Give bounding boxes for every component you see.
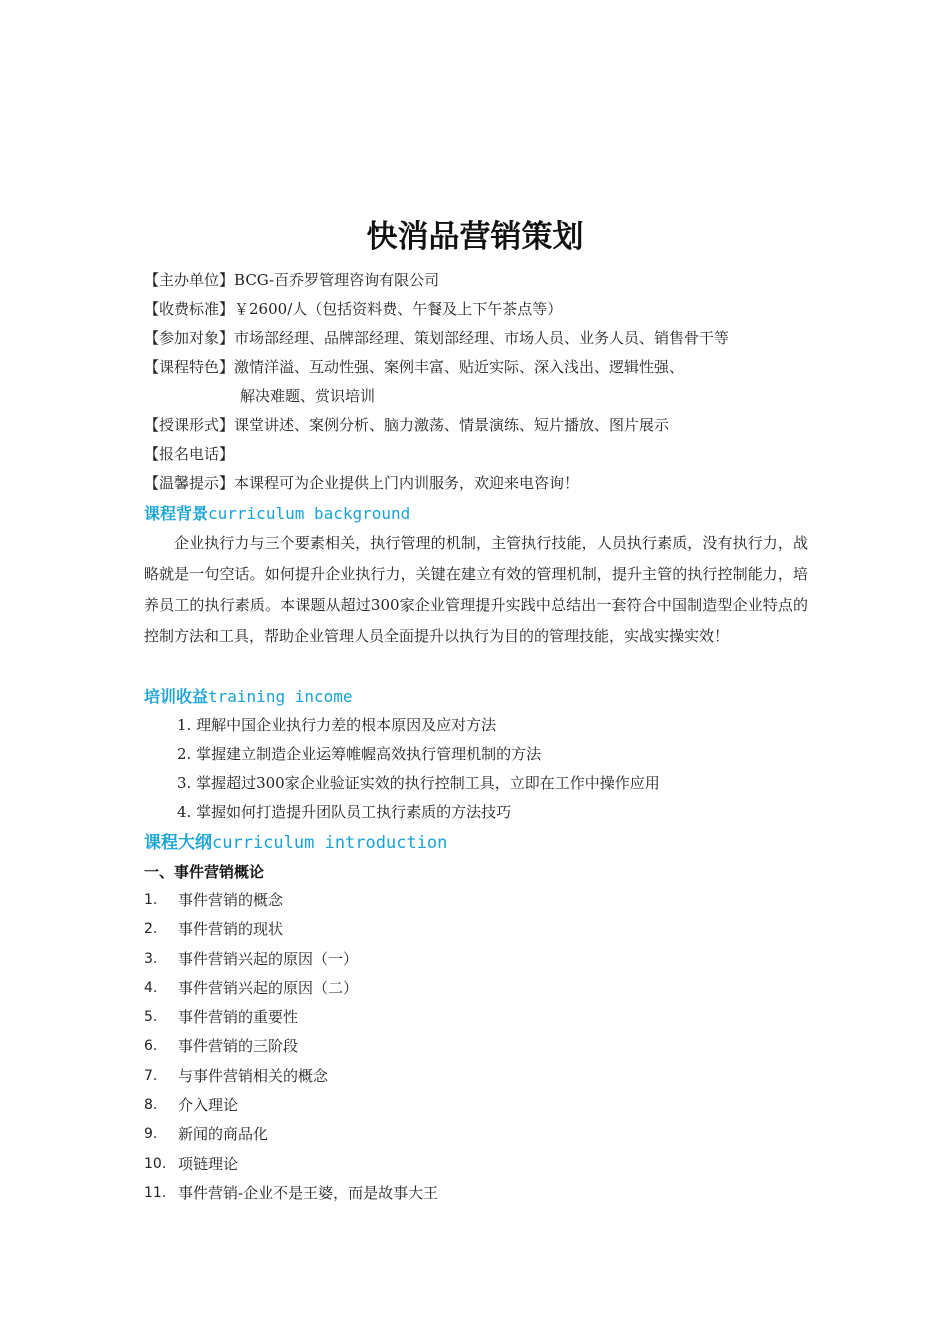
- info-value: 激情洋溢、互动性强、案例丰富、贴近实际、深入浅出、逻辑性强、: [234, 358, 685, 376]
- document-title: 快消品营销策划: [366, 219, 584, 255]
- info-value: 课堂讲述、案例分析、脑力激荡、情景演练、短片播放、图片展示: [234, 416, 670, 434]
- heading-en: curriculum background: [208, 504, 411, 523]
- item-number: 11.: [144, 1184, 167, 1201]
- list-item: [144, 915, 784, 944]
- item-number: 6.: [144, 1038, 158, 1055]
- heading-en: curriculum introduction: [212, 833, 448, 853]
- info-row-features: [144, 353, 824, 382]
- item-number: 2.: [144, 921, 158, 938]
- item-text: 事件营销的现状: [178, 920, 284, 939]
- list-item: 2. 掌握建立制造企业运筹帷幄高效执行管理机制的方法: [177, 745, 542, 763]
- item-text: 与事件营销相关的概念: [178, 1066, 329, 1085]
- list-item: [144, 1062, 784, 1091]
- info-row-format: [144, 411, 824, 440]
- item-number: 1.: [144, 892, 158, 908]
- info-row-audience: [144, 324, 824, 353]
- info-label: 【课程特色】: [144, 358, 235, 376]
- item-text: 事件营销的重要性: [178, 1008, 299, 1027]
- info-value: 本课程可为企业提供上门内训服务，欢迎来电咨询！: [234, 474, 580, 492]
- list-item: [144, 974, 784, 1003]
- list-item: [144, 1179, 784, 1208]
- item-number: 9.: [144, 1126, 158, 1143]
- heading-en: training income: [208, 687, 353, 706]
- item-text: 事件营销-企业不是王婆，而是故事大王: [178, 1183, 439, 1202]
- heading-cn: 课程大纲: [144, 833, 212, 853]
- info-value: 解决难题、赏识培训: [240, 387, 376, 405]
- list-item: 3. 掌握超过300家企业验证实效的执行控制工具，立即在工作中操作应用: [177, 774, 660, 792]
- section-heading-outline: [144, 829, 447, 857]
- info-label: 【授课形式】: [144, 416, 235, 434]
- list-item: [144, 1091, 784, 1120]
- item-text: 事件营销的三阶段: [178, 1037, 299, 1056]
- course-info: [144, 266, 824, 498]
- benefits-list: [177, 711, 817, 827]
- info-label: 【主办单位】: [144, 271, 235, 289]
- item-text: 事件营销的概念: [178, 891, 284, 909]
- list-item: 1. 理解中国企业执行力差的根本原因及应对方法: [177, 716, 497, 734]
- list-item: 4. 掌握如何打造提升团队员工执行素质的方法技巧: [177, 803, 512, 821]
- info-row-tip: [144, 469, 824, 498]
- item-text: 事件营销兴起的原因（二）: [178, 978, 359, 997]
- background-paragraph: 企业执行力与三个要素相关，执行管理的机制，主管执行技能，人员执行素质，没有执行力，战略就是一句空话。如何提升企业执行力，关键在建立有效的管理机制，提升主管的执行控制能力，培养员工的执行素质。本课题从超过300家企业管理提升实践中总结出一套符合中国制造型企业特点的控制方法和工具，帮助企业管理人员全面提升以执行为目的的管理技能，实战实操实效！: [144, 534, 808, 645]
- outline-section-title: 一、事件营销概论: [144, 863, 265, 881]
- heading-cn: 培训收益: [144, 687, 209, 706]
- list-item: [144, 1120, 784, 1149]
- info-label: 【报名电话】: [144, 445, 235, 463]
- heading-cn: 课程背景: [144, 504, 209, 523]
- info-label: 【温馨提示】: [144, 474, 235, 492]
- item-number: 8.: [144, 1097, 158, 1114]
- item-text: 介入理论: [178, 1096, 239, 1115]
- section-heading-background: [144, 500, 410, 528]
- item-number: 3.: [144, 950, 158, 967]
- item-number: 10.: [144, 1155, 167, 1172]
- info-value: BCG-百乔罗管理咨询有限公司: [234, 271, 440, 289]
- info-row-phone: [144, 440, 824, 469]
- item-text: 新闻的商品化: [178, 1125, 269, 1144]
- item-number: 7.: [144, 1067, 158, 1084]
- item-text: 项链理论: [178, 1154, 239, 1173]
- info-label: 【收费标准】: [144, 300, 235, 318]
- outline-list: [144, 886, 784, 1208]
- info-row-fee: [144, 295, 824, 324]
- list-item: [144, 1003, 784, 1032]
- info-value: ￥2600/人（包括资料费、午餐及上下午茶点等）: [234, 300, 563, 318]
- section-heading-benefits: [144, 683, 353, 711]
- item-number: 4.: [144, 979, 158, 996]
- list-item: [144, 886, 784, 915]
- list-item: [144, 1032, 784, 1061]
- list-item: [144, 1150, 784, 1179]
- info-label: 【参加对象】: [144, 329, 235, 347]
- list-item: [144, 945, 784, 974]
- info-row-features-continued: [144, 382, 824, 411]
- item-number: 5.: [144, 1009, 158, 1026]
- info-value: 市场部经理、品牌部经理、策划部经理、市场人员、业务人员、销售骨干等: [234, 329, 730, 347]
- info-row-organizer: [144, 266, 824, 295]
- item-text: 事件营销兴起的原因（一）: [178, 949, 359, 968]
